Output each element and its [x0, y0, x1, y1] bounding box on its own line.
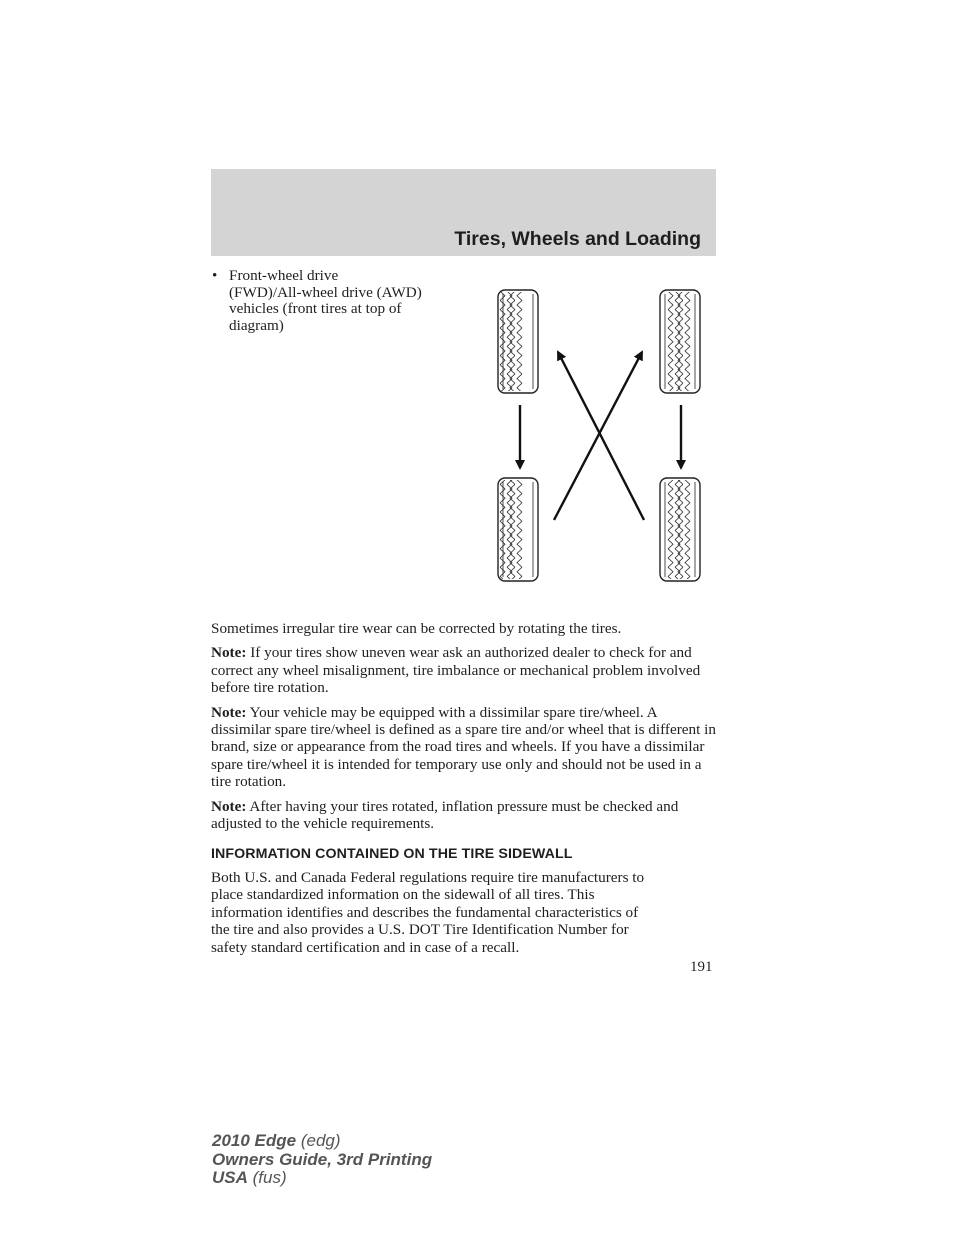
- note-label: Note:: [211, 797, 247, 815]
- footer-model: 2010 Edge: [212, 1131, 297, 1150]
- section-title: Tires, Wheels and Loading: [454, 228, 701, 250]
- paragraph-line: the tire and also provides a U.S. DOT Tire Identification Number for: [211, 921, 629, 939]
- bullet-line: vehicles (front tires at top of: [229, 300, 402, 317]
- arrow-rear-right-to-front-left: [558, 352, 644, 520]
- paragraph-line: safety standard certification and in case of a recall.: [211, 938, 520, 956]
- footer: [212, 1132, 432, 1188]
- tire-rear-right: [660, 478, 700, 581]
- bullet-line: diagram): [229, 316, 284, 334]
- footer-market-line: [212, 1169, 432, 1188]
- body-text: [211, 620, 719, 963]
- tire-rotation-diagram: [490, 282, 710, 587]
- bullet-text: [229, 268, 452, 334]
- note-paragraph: [211, 704, 719, 791]
- section-header-band: [211, 169, 716, 256]
- note-label: Note:: [211, 644, 247, 662]
- footer-model-line: [212, 1132, 432, 1151]
- arrow-rear-left-to-front-right: [554, 352, 642, 520]
- bullet-marker: •: [212, 267, 218, 284]
- sidewall-paragraph: [211, 869, 719, 956]
- bullet-item-fwd-awd: [212, 268, 452, 334]
- footer-guide-line: [212, 1151, 432, 1170]
- note-label: Note:: [211, 703, 247, 721]
- bullet-line: Front-wheel drive: [229, 267, 339, 284]
- bullet-line: (FWD)/All-wheel drive (AWD): [229, 283, 422, 301]
- paragraph-line: information identifies and describes the fundamental characteristics of: [211, 903, 639, 921]
- note-paragraph: [211, 644, 719, 696]
- paragraph-line: Both U.S. and Canada Federal regulations require tire manufacturers to: [211, 868, 645, 886]
- intro-paragraph: Sometimes irregular tire wear can be corrected by rotating the tires.: [211, 620, 622, 637]
- paragraph-line: place standardized information on the sidewall of all tires. This: [211, 886, 595, 904]
- footer-model-code: (edg): [296, 1131, 341, 1150]
- footer-market-code: (fus): [247, 1168, 287, 1187]
- note-text: After having your tires rotated, inflation pressure must be checked and adjusted to the vehicle requirements.: [211, 797, 679, 833]
- note-text: If your tires show uneven wear ask an authorized dealer to check for and correct any wheel misalignment, tire imbalance or mechanical problem involved before tire rotation.: [211, 644, 701, 697]
- note-paragraph: [211, 798, 719, 833]
- tire-front-left: [498, 290, 538, 393]
- tire-front-right: [660, 290, 700, 393]
- note-text: Your vehicle may be equipped with a dissimilar spare tire/wheel. A dissimilar spare tire/wheel is defined as a spare tire and/or wheel that is different in brand, size or appearance from the road tires and wheels. If you have a dissimilar spare tire/wheel it is intended for temporary use only and should not be used in a tire rotation.: [211, 703, 716, 791]
- subheading: INFORMATION CONTAINED ON THE TIRE SIDEWALL: [211, 846, 573, 863]
- footer-market: USA: [212, 1168, 248, 1187]
- tire-rear-left: [498, 478, 538, 581]
- footer-guide: Owners Guide, 3rd Printing: [212, 1149, 433, 1169]
- page-number: 191: [690, 959, 713, 975]
